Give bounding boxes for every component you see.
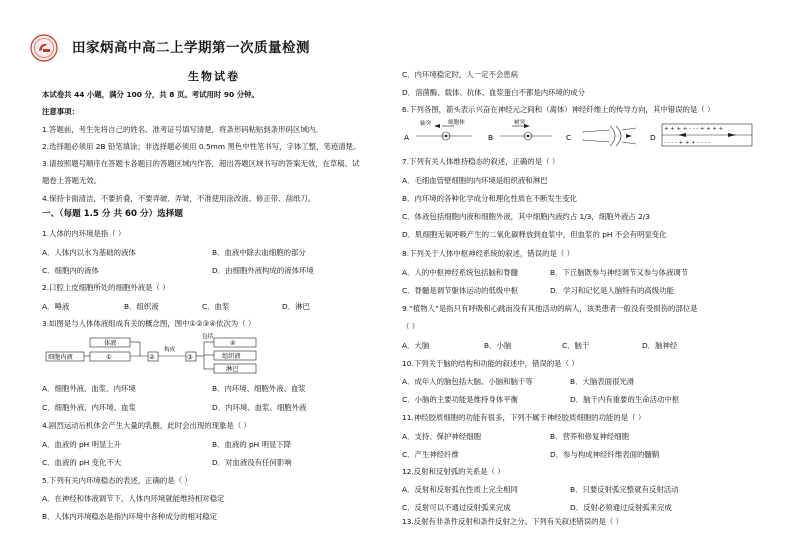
q3-label-tissue: 组织液 [222, 353, 241, 360]
q9-stem: 9.“植物人”是指只有呼吸和心跳而没有其他活动的病人，该类患者一般没有受损伤的部位是 [402, 304, 698, 313]
svg-text:- - - - + + + - - - -: - - - - + + + - - - - [664, 140, 711, 146]
q6-label-b: B [488, 133, 494, 142]
q6-a-cell-body: 细胞体 [448, 120, 465, 126]
q6-b-dendrite: 树突 [514, 120, 526, 126]
q4-option-b[interactable]: B．血液的 pH 明显下降 [212, 440, 292, 449]
q3-stem: 3.如图是与人体体液组成有关的概念图，图中①②③④依次为（ ） [42, 319, 256, 328]
q2-stem: 2.口腔上皮细胞所处的细胞外液是（ ） [42, 283, 170, 292]
q9-stem-cont: （ ） [402, 322, 420, 331]
q3-option-b[interactable]: B．内环境、细胞外液、血浆 [212, 384, 306, 393]
q1-option-b[interactable]: B．血液中除去血细胞的部分 [212, 248, 306, 257]
svg-text:+ + + + - - - + + + +: + + + + - - - + + + + [664, 126, 724, 132]
q8-option-b[interactable]: B．下丘脑既参与神经调节又参与体液调节 [550, 268, 689, 277]
q9-option-b[interactable]: B．小脑 [484, 341, 512, 350]
q11-option-d[interactable]: D．参与构成神经纤维表面的髓鞘 [550, 450, 660, 459]
q3-label-include: 包括 [202, 334, 214, 340]
notice-2: 2.选择题必须用 2B 铅笔填涂；非选择题必须用 0.5mm 黑色中性笔书写，字体工整，笔迹清楚。 [42, 142, 361, 151]
q1-stem: 1.人体的内环境是指（ ） [42, 229, 126, 238]
q3-option-c[interactable]: C．细胞外液、内环境、血浆 [42, 403, 136, 412]
q13-stem: 13.反射有非条件反射和条件反射之分。下列有关叙述错误的是（ ） [402, 517, 624, 526]
q1-option-c[interactable]: C．细胞内的液体 [42, 266, 99, 275]
q10-option-c[interactable]: C．小脑的主要功能是维持身体平衡 [402, 395, 519, 404]
q3-option-a[interactable]: A．细胞外液、血浆、内环境 [42, 384, 136, 393]
notice-heading: 注意事项： [42, 107, 79, 116]
q6-a-axon: 轴突 [420, 121, 432, 127]
q9-option-a[interactable]: A．大脑 [402, 341, 430, 350]
exam-summary: 本试卷共 44 小题，满分 100 分，共 8 页。考试用时 90 分钟。 [42, 90, 259, 99]
q12-option-c[interactable]: C．反射可以不通过反射弧来完成 [402, 503, 511, 512]
q9-option-c[interactable]: C．脑干 [562, 341, 590, 350]
q10-option-b[interactable]: B．大脑表面很光滑 [570, 377, 635, 386]
q9-option-d[interactable]: D．脑神经 [642, 341, 678, 350]
q12-option-b[interactable]: B．只要反射弧完整就有反射活动 [570, 485, 679, 494]
q7-option-d[interactable]: D．肌细胞无氧呼吸产生的二氧化碳释放到血浆中，但血浆的 pH 不会有明显变化 [402, 230, 667, 239]
q2-option-a[interactable]: A．唾液 [42, 302, 70, 311]
q10-option-a[interactable]: A．成年人的脑包括大脑、小脑和脑干等 [402, 377, 533, 386]
q8-option-a[interactable]: A．人的中枢神经系统包括脑和脊髓 [402, 268, 518, 277]
q2-option-d[interactable]: D．淋巴 [282, 302, 310, 311]
q11-option-c[interactable]: C．产生神经纤维 [402, 450, 459, 459]
q7-stem: 7.下列有关人体维持稳态的叙述，正确的是（ ） [402, 157, 560, 166]
q6-stem: 6.下列各图，箭头表示兴奋在神经元之间和（离体）神经纤维上的传导方向，其中错误的是（ ） [402, 105, 715, 114]
q4-stem: 4.剧烈运动后机体会产生大量的乳酸，此时会出现的现象是（ ） [42, 421, 251, 430]
q5-stem: 5.下列有关内环境稳态的表述，正确的是（ ） [42, 476, 192, 485]
q3-label-1: ① [106, 354, 112, 361]
q3-box-cell-fluid: 细胞内液 [48, 354, 73, 361]
q7-option-a[interactable]: A．毛细血管壁细胞的内环境是组织液和淋巴 [402, 176, 548, 185]
notice-3: 3.请按照题号顺序在答题卡各题目的答题区域内作答，超出答题区域书写的答案无效，在草稿、试 [42, 159, 360, 168]
q11-option-b[interactable]: B．营养和修复神经细胞 [550, 432, 629, 441]
q5-option-d[interactable]: D．溶菌酶、载体、抗体、血浆蛋白不都是内环境的成分 [402, 88, 586, 97]
q8-stem: 8.下列关于人体中枢神经系统的叙述，错误的是（ ） [402, 249, 574, 258]
q8-option-d[interactable]: D．学习和记忆是人脑特有的高级功能 [550, 286, 674, 295]
notice-4: 4.保持卡面清洁，不要折叠，不要弄破、弄皱，不准使用涂改液、修正带、刮纸刀。 [42, 194, 316, 203]
school-title: 田家炳高中高二上学期第一次质量检测 [72, 40, 310, 56]
q3-label-3: ③ [187, 354, 193, 361]
notice-3-cont: 题卷上答题无效。 [42, 176, 102, 185]
q3-label-2: ② [149, 354, 155, 361]
q5-option-b[interactable]: B．人体内环境稳态是指内环境中各种成分的相对稳定 [42, 512, 218, 521]
q3-concept-diagram [44, 332, 264, 378]
q7-option-c[interactable]: C．体液包括细胞内液和细胞外液，其中细胞内液约占 1/3，细胞外液占 2/3 [402, 212, 650, 221]
q5-option-c[interactable]: C．内环境稳定时，人一定不会患病 [402, 70, 519, 79]
q3-label-4: ④ [230, 340, 236, 347]
q4-option-c[interactable]: C．血液的 pH 变化不大 [42, 458, 122, 467]
q11-option-a[interactable]: A．支持、保护神经细胞 [402, 432, 481, 441]
q3-option-d[interactable]: D．内环境、血浆、细胞外液 [212, 403, 307, 412]
q3-label-constitute: 构成 [164, 347, 176, 353]
q6-neuron-diagrams [402, 118, 762, 152]
subject-title: 生物试卷 [188, 70, 240, 83]
school-logo-icon [30, 34, 58, 62]
q4-option-d[interactable]: D．对血液没有任何影响 [212, 458, 292, 467]
q1-option-d[interactable]: D．由细胞外液构成的液体环境 [212, 266, 314, 275]
q10-stem: 10.下列关于脑的结构和功能的叙述中，错误的是（ ） [402, 359, 579, 368]
q10-option-d[interactable]: D．脑干内有重要的生命活动中枢 [570, 395, 680, 404]
notice-1: 1.答题前，考生先将自己的姓名、准考证号填写清楚，将条形码粘贴到条形码区域内。 [42, 125, 323, 134]
q4-option-a[interactable]: A．血液的 pH 明显上升 [42, 440, 122, 449]
q3-box-body-fluid: 体液 [104, 340, 117, 347]
q3-label-lymph: 淋巴 [226, 366, 239, 373]
q7-option-b[interactable]: B．内环境的各种化学成分和理化性质在不断发生变化 [402, 194, 578, 203]
q12-option-a[interactable]: A．反射和反射弧在性质上完全相同 [402, 485, 518, 494]
q12-option-d[interactable]: D．反射必须通过反射弧来完成 [570, 503, 672, 512]
q5-option-a[interactable]: A．在神经和体液调节下，人体内环境就能维持相对稳定 [42, 494, 225, 503]
q12-stem: 12.反射和反射弧的关系是（ ） [402, 467, 505, 476]
q2-option-b[interactable]: B．组织液 [124, 302, 159, 311]
q2-option-c[interactable]: C．血浆 [202, 302, 230, 311]
q6-label-c: C [566, 133, 572, 142]
q6-label-d: D [650, 133, 656, 142]
q8-option-c[interactable]: C．脊髓是调节躯体运动的低级中枢 [402, 286, 519, 295]
q6-label-a: A [404, 133, 410, 142]
section-1-title: 一、（每题 1.5 分 共 60 分）选择题 [42, 209, 183, 219]
q11-stem: 11.神经胶质细胞的功能有很多，下列不属于神经胶质细胞的功能的是（ ） [402, 413, 646, 422]
q1-option-a[interactable]: A．人体内以水为基础的液体 [42, 248, 136, 257]
